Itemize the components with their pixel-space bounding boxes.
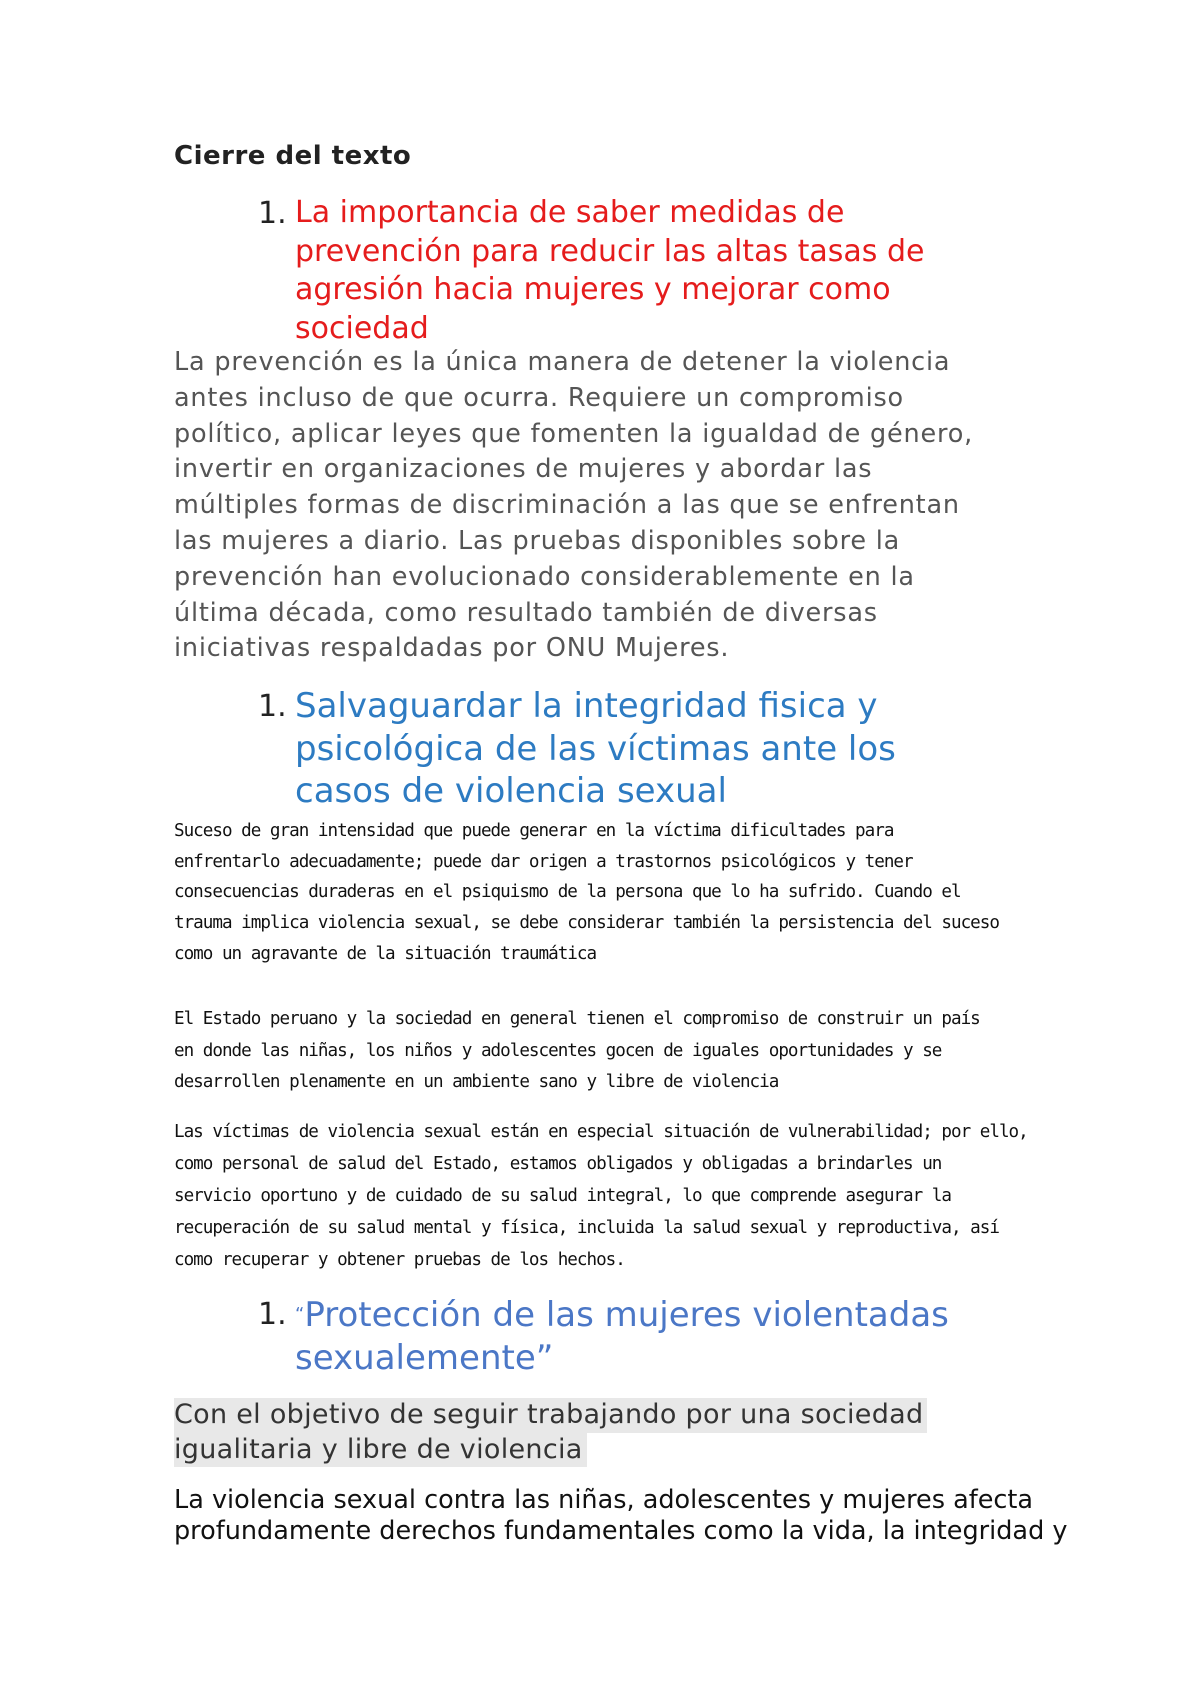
victims-care-paragraph: Las víctimas de violencia sexual están en especial situación de vulnerabilidad; por ello, como personal de salud del Estado, estamos obligados y obligadas a brindarles un servicio oportuno y de cuidado de su salud integral, lo que comprende asegurar la recuperación de su salud mental y física, incluida la salud sexual y reproductiva, así como recuperar y obtener pruebas de los hechos. bbox=[174, 1122, 1028, 1270]
trauma-paragraph: Suceso de gran intensidad que puede generar en la víctima dificultades para enfrentarlo adecuadamente; puede dar origen a trastornos psicológicos y tener consecuencias duraderas en el psiquismo de la persona que lo ha sufrido. Cuando el trauma implica violencia sexual, se debe considerar también la persistencia del suceso como un agravante de la situación traumática bbox=[174, 821, 999, 964]
state-commitment-paragraph: El Estado peruano y la sociedad en general tienen el compromiso de construir un país en donde las niñas, los niños y adolescentes gocen de iguales oportunidades y se desarrollen plenamente en un ambiente sano y libre de violencia bbox=[174, 1009, 980, 1092]
section-heading-integrity: Salvaguardar la integridad fisica y psicológica de las víctimas ante los casos de violencia sexual bbox=[295, 686, 896, 811]
list-number: 1. bbox=[258, 689, 287, 724]
section-heading-prevention: La importancia de saber medidas de prevención para reducir las altas tasas de agresión hacia mujeres y mejorar como sociedad bbox=[295, 195, 925, 346]
highlighted-line: Con el objetivo de seguir trabajando por una sociedad bbox=[174, 1398, 927, 1433]
closing-paragraph: La violencia sexual contra las niñas, adolescentes y mujeres afecta profundamente derechos fundamentales como la vida, la integridad y bbox=[174, 1485, 1068, 1546]
prevention-paragraph: La prevención es la única manera de detener la violencia antes incluso de que ocurra. Requiere un compromiso político, aplicar leyes que fomenten la igualdad de género, invertir en organizaciones de mujeres y abordar las múltiples formas de discriminación a las que se enfrentan las mujeres a diario. Las pruebas disponibles sobre la prevención han evolucionado considerablemente en la última década, como resultado también de diversas iniciativas respaldadas por ONU Mujeres. bbox=[174, 347, 974, 664]
list-number: 1. bbox=[258, 196, 287, 231]
list-item-protection bbox=[258, 1293, 1058, 1380]
opening-quote-mark: “ bbox=[295, 1304, 305, 1325]
highlighted-objective bbox=[174, 1398, 927, 1467]
list-item-prevention bbox=[258, 194, 1058, 348]
list-number: 1. bbox=[258, 1297, 287, 1332]
section-heading-protection bbox=[295, 1293, 1058, 1380]
list-item-integrity bbox=[258, 685, 1058, 813]
highlighted-line: igualitaria y libre de violencia bbox=[174, 1433, 587, 1468]
section-heading-protection-text: Protección de las mujeres violentadas sexualemente” bbox=[295, 1295, 949, 1378]
document-title: Cierre del texto bbox=[174, 141, 412, 171]
